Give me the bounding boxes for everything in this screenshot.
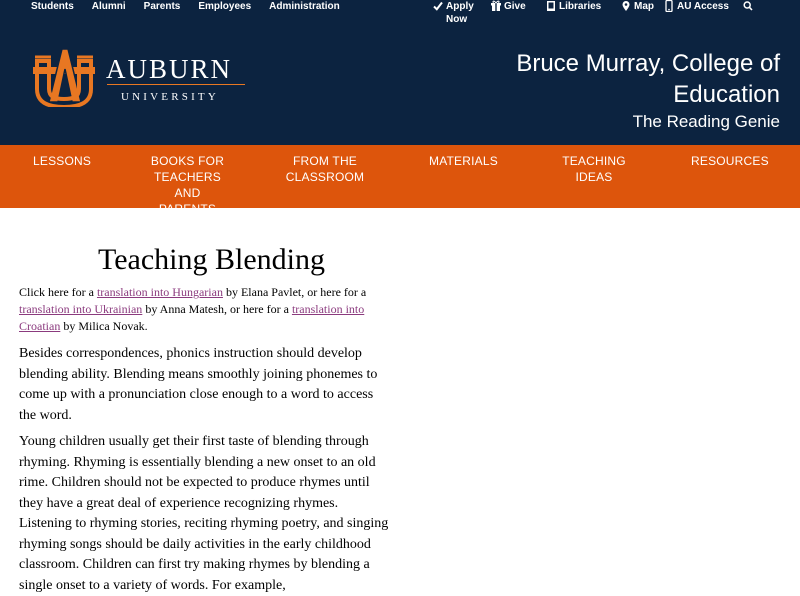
au-access-label: AU Access: [677, 1, 729, 12]
college-title-line1: Bruce Murray, College of: [516, 50, 780, 77]
paragraph-blending-definition: Besides correspondences, phonics instruction should develop blending ability. Blending means smoothly joining phonemes to come up with a pronunciation close enough to a word to access the word.: [19, 346, 378, 423]
util-link-parents[interactable]: Parents: [143, 1, 181, 12]
nav-from-classroom-line2: CLASSROOM: [285, 170, 365, 184]
college-title-link[interactable]: [480, 48, 780, 110]
site-name-link[interactable]: The Reading Genie: [632, 112, 780, 131]
nav-lessons[interactable]: [33, 153, 91, 169]
nav-books-line2: TEACHERS AND: [154, 170, 221, 200]
nav-teaching-ideas-line1: TEACHING: [562, 154, 626, 168]
gift-icon: [491, 0, 501, 12]
map-label: Map: [634, 1, 654, 12]
utility-audience-nav: [31, 0, 358, 14]
nav-materials-label: MATERIALS: [429, 154, 498, 168]
apply-now-line1: Apply: [446, 1, 474, 12]
check-icon: [433, 0, 443, 12]
nav-resources-label: RESOURCES: [691, 154, 769, 168]
book-icon: [546, 0, 556, 12]
site-header: [0, 0, 800, 145]
au-monogram-icon: [31, 47, 97, 107]
au-access-link[interactable]: [664, 0, 743, 26]
nav-from-classroom[interactable]: [280, 153, 370, 185]
util-link-administration[interactable]: Administration: [269, 1, 340, 12]
apply-now-link[interactable]: [433, 0, 491, 26]
give-link[interactable]: [491, 0, 546, 26]
nav-from-classroom-line1: FROM THE: [292, 154, 358, 168]
link-ukrainian-translation[interactable]: translation into Ukrainian: [19, 302, 143, 316]
nav-books-line1: BOOKS FOR: [150, 154, 225, 168]
logo-wordmark: AUBURN: [106, 54, 233, 84]
nav-books[interactable]: [140, 153, 235, 217]
libraries-link[interactable]: [546, 0, 621, 26]
apply-now-line2: Now: [446, 14, 468, 25]
auburn-university-logo[interactable]: [31, 47, 246, 109]
link-croatian-translation[interactable]: translation into Croatian: [19, 302, 365, 333]
util-link-alumni[interactable]: Alumni: [91, 1, 126, 12]
nav-teaching-ideas-line2: IDEAS: [575, 170, 613, 184]
link-hungarian-translation[interactable]: translation into Hungarian: [96, 285, 223, 299]
nav-resources[interactable]: [691, 153, 769, 169]
nav-materials[interactable]: [429, 153, 498, 169]
college-title-line2: Education: [673, 81, 780, 108]
logo-subtitle: UNIVERSITY: [121, 91, 219, 103]
page-title: Teaching Blending: [98, 243, 326, 276]
util-link-employees[interactable]: Employees: [198, 1, 252, 12]
give-label: Give: [504, 1, 526, 12]
intro-text-2: by Elana Pavlet, or here for a: [222, 285, 367, 299]
util-link-students[interactable]: Students: [31, 1, 74, 12]
utility-action-nav: [433, 0, 757, 26]
libraries-label: Libraries: [559, 1, 602, 12]
intro-text-4: by Milica Novak.: [60, 319, 148, 333]
map-link[interactable]: [621, 0, 664, 26]
search-icon: [743, 0, 753, 12]
paragraph-rhyming: Young children usually get their first taste of blending through rhyming. Rhyming is essentially blending a new onset to an old rime. Children should not be expected to produce rhymes until they have a great deal of experience recognizing rhymes. Listening to rhyming stories, reciting rhyming poetry, and singing rhyming songs should be daily activities in the early childhood classroom. Children can first try making rhymes by blending a single onset to a variety of words. For example,: [19, 434, 389, 593]
map-pin-icon: [621, 0, 631, 12]
apply-now-label: [446, 0, 474, 26]
search-button[interactable]: [743, 0, 757, 26]
nav-books-line3: PARENTS: [158, 202, 217, 216]
logo-divider: [107, 84, 245, 85]
intro-text-3: by Anna Matesh, or here for a: [142, 302, 292, 316]
mobile-icon: [664, 0, 674, 12]
main-nav: [0, 145, 800, 216]
translation-note: [19, 284, 389, 335]
nav-lessons-label: LESSONS: [33, 154, 92, 168]
nav-teaching-ideas[interactable]: [557, 153, 631, 185]
intro-text-1: Click here for a: [19, 285, 97, 299]
